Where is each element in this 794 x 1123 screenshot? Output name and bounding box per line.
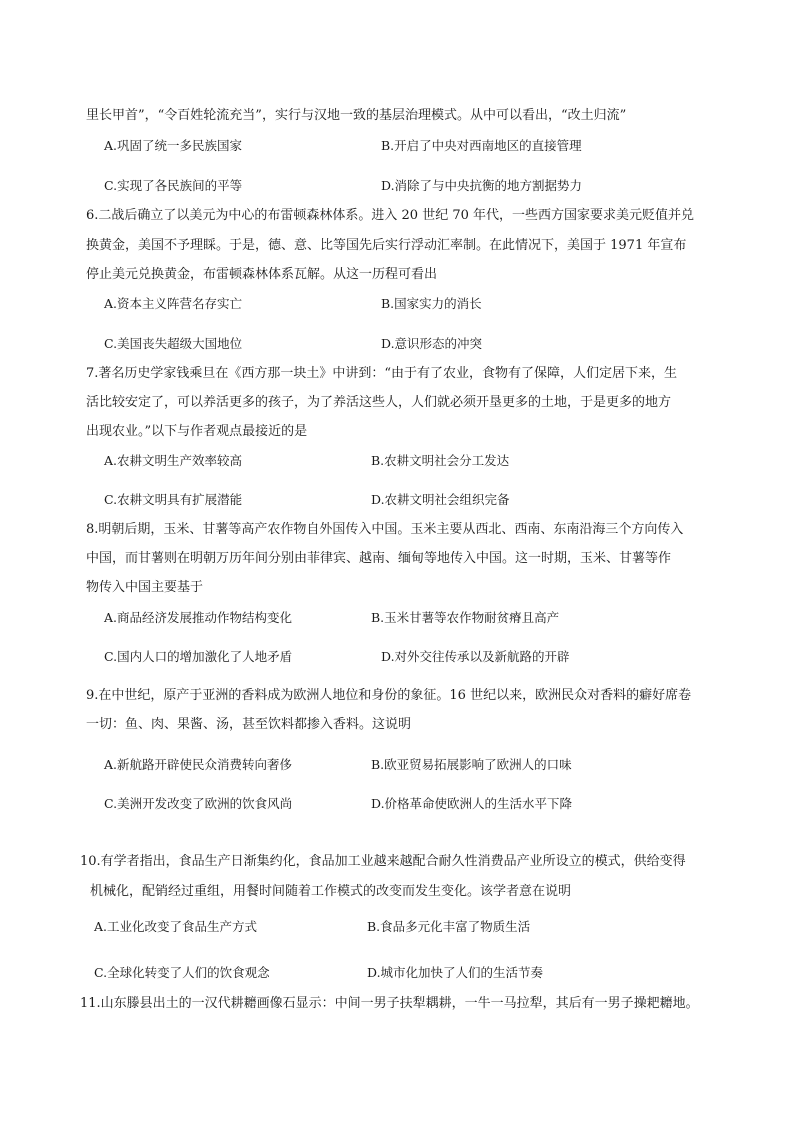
question-10-option-c: C.全球化转变了人们的饮食观念 bbox=[94, 965, 270, 980]
question-7-option-c: C.农耕文明具有扩展潜能 bbox=[104, 492, 243, 507]
question-8-option-b: B.玉米甘薯等农作物耐贫瘠且高产 bbox=[371, 610, 560, 625]
question-8-line-2: 中国，而甘薯则在明朝万历年间分别由菲律宾、越南、缅甸等地传入中国。这一时期，玉米、甘薯等作 bbox=[86, 551, 672, 566]
question-5-option-a: A.巩固了统一多民族国家 bbox=[104, 138, 243, 153]
question-7-option-b: B.农耕文明社会分工发达 bbox=[371, 453, 510, 468]
question-10-option-a: A.工业化改变了食品生产方式 bbox=[94, 919, 258, 934]
question-9-line-2: 一切：鱼、肉、果酱、汤，甚至饮料都掺入香料。这说明 bbox=[86, 717, 412, 732]
question-9-option-c: C.美洲开发改变了欧洲的饮食风尚 bbox=[104, 796, 293, 811]
question-8-option-a: A.商品经济发展推动作物结构变化 bbox=[104, 610, 293, 625]
question-9-option-d: D.价格革命使欧洲人的生活水平下降 bbox=[371, 796, 573, 811]
question-5-option-b: B.开启了中央对西南地区的直接管理 bbox=[381, 138, 582, 153]
question-6-line-1: 6.二战后确立了以美元为中心的布雷顿森林体系。进入 20 世纪 70 年代，一些西方国家要求美元贬值并兑 bbox=[86, 208, 695, 223]
question-7-line-1: 7.著名历史学家钱乘旦在《西方那一块土》中讲到：“由于有了农业，食物有了保障，人们定居下来，生 bbox=[86, 366, 678, 381]
question-6-option-d: D.意识形态的冲突 bbox=[381, 336, 483, 351]
question-8-option-d: D.对外交往传承以及新航路的开辟 bbox=[381, 649, 570, 664]
question-7-line-2: 活比较安定了，可以养活更多的孩子，为了养活这些人，人们就必须开垦更多的土地，于是更多的地方 bbox=[86, 395, 672, 410]
question-6-option-c: C.美国丧失超级大国地位 bbox=[104, 336, 243, 351]
question-11-line-1: 11.山东滕县出土的一汉代耕耱画像石显示：中间一男子扶犁耦耕，一牛一马拉犁，其后有一男子操耙耱地。 bbox=[80, 996, 699, 1011]
question-5-option-d: D.消除了与中央抗衡的地方割据势力 bbox=[381, 178, 583, 193]
question-10-line-1: 10.有学者指出，食品生产日渐集约化，食品加工业越来越配合耐久性消费品产业所设立的模式，供给变得 bbox=[80, 854, 686, 869]
question-5-option-c: C.实现了各民族间的平等 bbox=[104, 178, 243, 193]
question-7-option-a: A.农耕文明生产效率较高 bbox=[104, 453, 243, 468]
question-6-option-b: B.国家实力的消长 bbox=[381, 296, 482, 311]
question-5-stem-end: 里长甲首”，“令百姓轮流充当”，实行与汉地一致的基层治理模式。从中可以看出，“改土归流” bbox=[86, 108, 627, 123]
question-8-line-1: 8.明朝后期，玉米、甘薯等高产农作物自外国传入中国。玉米主要从西北、西南、东南沿海三个方向传入 bbox=[86, 522, 684, 537]
question-9-option-a: A.新航路开辟使民众消费转向奢侈 bbox=[104, 757, 293, 772]
question-6-option-a: A.资本主义阵营名存实亡 bbox=[104, 296, 243, 311]
question-7-option-d: D.农耕文明社会组织完备 bbox=[371, 492, 510, 507]
question-9-line-1: 9.在中世纪，原产于亚洲的香料成为欧洲人地位和身份的象征。16 世纪以来，欧洲民众对香料的癖好席卷 bbox=[86, 688, 692, 703]
question-6-line-2: 换黄金，美国不予理睬。于是，德、意、比等国先后实行浮动汇率制。在此情况下，美国于 1971 年宣布 bbox=[86, 238, 687, 253]
question-10-option-b: B.食品多元化丰富了物质生活 bbox=[367, 919, 531, 934]
question-8-line-3: 物传入中国主要基于 bbox=[86, 580, 204, 595]
question-7-line-3: 出现农业。”以下与作者观点最接近的是 bbox=[86, 424, 308, 439]
question-8-option-c: C.国内人口的增加激化了人地矛盾 bbox=[104, 649, 293, 664]
question-6-line-3: 停止美元兑换黄金，布雷顿森林体系瓦解。从这一历程可看出 bbox=[86, 267, 438, 282]
question-10-line-2: 机械化，配销经过重组，用餐时间随着工作模式的改变而发生变化。该学者意在说明 bbox=[90, 884, 572, 899]
question-10-option-d: D.城市化加快了人们的生活节奏 bbox=[367, 965, 544, 980]
question-9-option-b: B.欧亚贸易拓展影响了欧洲人的口味 bbox=[371, 757, 572, 772]
